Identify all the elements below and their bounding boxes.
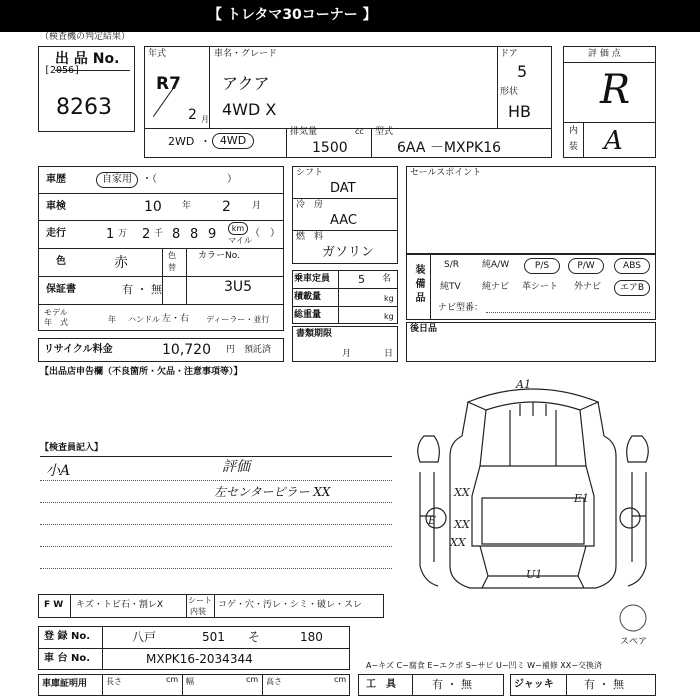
load-label: 積載量 [294,292,322,302]
mark-xx-1: XX [454,486,470,499]
mark-xx-3: XX [450,536,466,549]
inspector-note1: 小A [46,463,71,479]
displacement-value: 1500 [312,140,348,156]
ac-value: AAC [330,213,357,228]
mark-a1: A1 [516,378,531,391]
year-month-unit: 月 [201,115,209,124]
recycle-unit: 円 [226,345,236,355]
jack-value: 有 ・ 無 [584,678,624,691]
model-year-label2: 年 式 [44,318,68,327]
mileage-d3: 8 [190,227,199,242]
interior-label: 内 [569,126,579,136]
history-value: 自家用 [96,172,138,188]
ac-label: 冷 房 [296,200,324,210]
legend: A−キズ C−腐食 E−エクボ S−サビ U−凹ミ W−補修 XX−交換済 [366,661,602,670]
garage-height: 高さ [266,677,282,686]
interior-value: A [604,126,623,156]
reg-num: 180 [300,630,323,644]
garage-width-cm: cm [246,675,259,684]
shaken-month-unit: 月 [252,201,262,211]
year-value: R7 [156,74,181,94]
inspector-note3: 左センターピラー XX [214,485,331,499]
mileage-d1: 2 [142,227,151,242]
gross-unit: kg [384,312,394,321]
model-year-year: 年 [108,315,116,324]
lot-code: [2056] [44,65,81,76]
spare-tire-icon [618,603,648,633]
reg-label: 登 録 No. [44,631,91,642]
shift-label: シフト [296,168,324,178]
docs-day: 日 [384,349,394,359]
shape-value: HB [508,102,532,121]
inspector-note2: 評価 [222,459,250,475]
equip-sr: S/R [444,260,459,270]
lot-label: 出 品 No. [55,51,120,67]
equip-navi: 純ナビ [482,282,510,292]
equip-ext-navi: 外ナビ [574,282,602,292]
reg-class: 501 [202,630,225,644]
color-sub2: 替 [168,263,176,272]
mark-u1: U1 [526,568,543,581]
year-label: 年式 [148,49,167,59]
mark-e: E [428,514,437,527]
afterparts-box [406,322,656,362]
garage-label: 車庫証明用 [42,679,88,689]
banner-title: 【 トレタマ30コーナー 】 [208,7,377,23]
warranty-value: 有 ・ 無 [122,283,162,296]
fw-label: F W [44,600,64,610]
drive-sep: ・ [200,135,211,148]
sales-point-label: セールスポイント [410,168,482,178]
fw-seat-label: シート [188,596,212,605]
color-no-label: カラーNo. [198,251,240,261]
fuel-label: 燃 料 [296,232,324,242]
interior-label2: 装 [569,142,579,152]
tools-value: 有 ・ 無 [432,678,472,691]
mileage-man: 1 [106,227,115,242]
garage-length: 長さ [106,677,122,686]
doors-value: 5 [517,62,528,81]
model-year-handle: ハンドル [128,315,160,324]
color-sub1: 色 [168,251,176,260]
equip-pw: P/W [568,258,604,274]
fw-items: キズ・トビ石・割レX [76,600,163,610]
gross-label: 総重量 [294,310,322,320]
model-name: アクア [222,74,270,93]
recycle-label: リサイクル料金 [44,344,113,355]
type-label: 型式 [375,127,394,137]
garage-length-cm: cm [166,675,179,684]
displacement-unit: cc [355,127,364,136]
equip-ps: P/S [524,258,560,274]
color-no: 3U5 [224,279,253,295]
reg-kana: そ [248,630,261,644]
mileage-thou-unit: 千 [154,229,164,239]
color-value: 赤 [114,255,128,271]
drive-4wd: 4WD [212,133,254,149]
afterparts-label: 後日品 [410,324,438,334]
fw-seat-label2: 内装 [190,607,206,616]
equip-abs: ABS [614,258,650,274]
mileage-d2: 8 [172,227,181,242]
shape-label: 形状 [500,87,519,97]
capacity-value: 5 [358,273,365,286]
garage-width: 幅 [186,677,194,686]
docs-month: 月 [342,349,352,359]
shaken-year: 10 [144,199,162,215]
equipment-label: 装備品 [413,264,424,306]
chassis-value: MXPK16-2034344 [146,652,253,666]
load-unit: kg [384,294,394,303]
color-label: 色 [56,256,66,267]
model-year-handle-opts: 左・右 [162,314,190,324]
model-year-dealer: ディーラー・並行 [206,315,270,324]
inspector-label: 【検査員記入】 [40,443,104,453]
equip-navi-model: ナビ型番： [438,303,484,313]
shaken-label: 車検 [46,201,66,212]
shaken-year-unit: 年 [182,201,192,211]
top-note: （検査機の判定結果） [40,32,131,42]
mileage-man-unit: 万 [118,229,128,239]
docs-label: 書類期限 [296,329,333,339]
dealer-notes-label: 【出品店申告欄（不良箇所・欠品・注意事項等）】 [40,367,243,377]
capacity-unit: 名 [382,274,392,284]
year-month: 2 [188,107,197,123]
model-grade: 4WD X [222,100,277,119]
mileage-bracket: （ ） [250,228,280,239]
tools-label: 工 具 [366,679,396,690]
drive-2wd: 2WD [168,135,195,148]
equip-leather: 革シート [522,282,559,292]
mileage-km: km [228,222,248,235]
recycle-value: 10,720 [162,342,211,358]
mileage-d4: 9 [208,227,217,242]
fw-seat-items: コゲ・穴・汚レ・シミ・破レ・スレ [218,600,363,610]
chassis-label: 車 台 No. [44,653,91,664]
equip-airbag: エアB [614,280,650,296]
doors-label: ドア [500,49,518,59]
mileage-mile: マイル [228,236,252,245]
jack-label: ジャッキ [514,679,554,690]
mark-xx-2: XX [454,518,470,531]
warranty-label: 保証書 [46,284,76,295]
capacity-label: 乗車定員 [294,274,331,284]
model-year-label1: モデル [44,308,68,317]
equip-aw: 純A/W [482,260,510,270]
garage-height-cm: cm [334,675,347,684]
score-label: 評 価 点 [588,49,621,59]
lot-number: 8263 [56,95,112,120]
shift-value: DAT [330,181,356,196]
reg-area: 八戸 [132,630,157,644]
mileage-label: 走行 [46,228,66,239]
score-value: R [600,67,631,113]
mark-e1: E1 [574,492,590,505]
recycle-note: 預託済 [244,345,272,355]
sales-point-box [406,166,656,254]
fuel-value: ガソリン [322,245,375,260]
history-rest: ・（ ） [142,174,237,185]
history-label: 車歴 [46,174,66,185]
spare-label: スペア [620,637,648,647]
car-diagram [410,376,656,606]
equip-tv: 純TV [440,282,461,292]
displacement-label: 排気量 [290,127,318,137]
type-value: 6AA －MXPK16 [397,140,502,156]
model-label: 車名・グレード [214,49,278,59]
shaken-month: 2 [222,199,231,215]
